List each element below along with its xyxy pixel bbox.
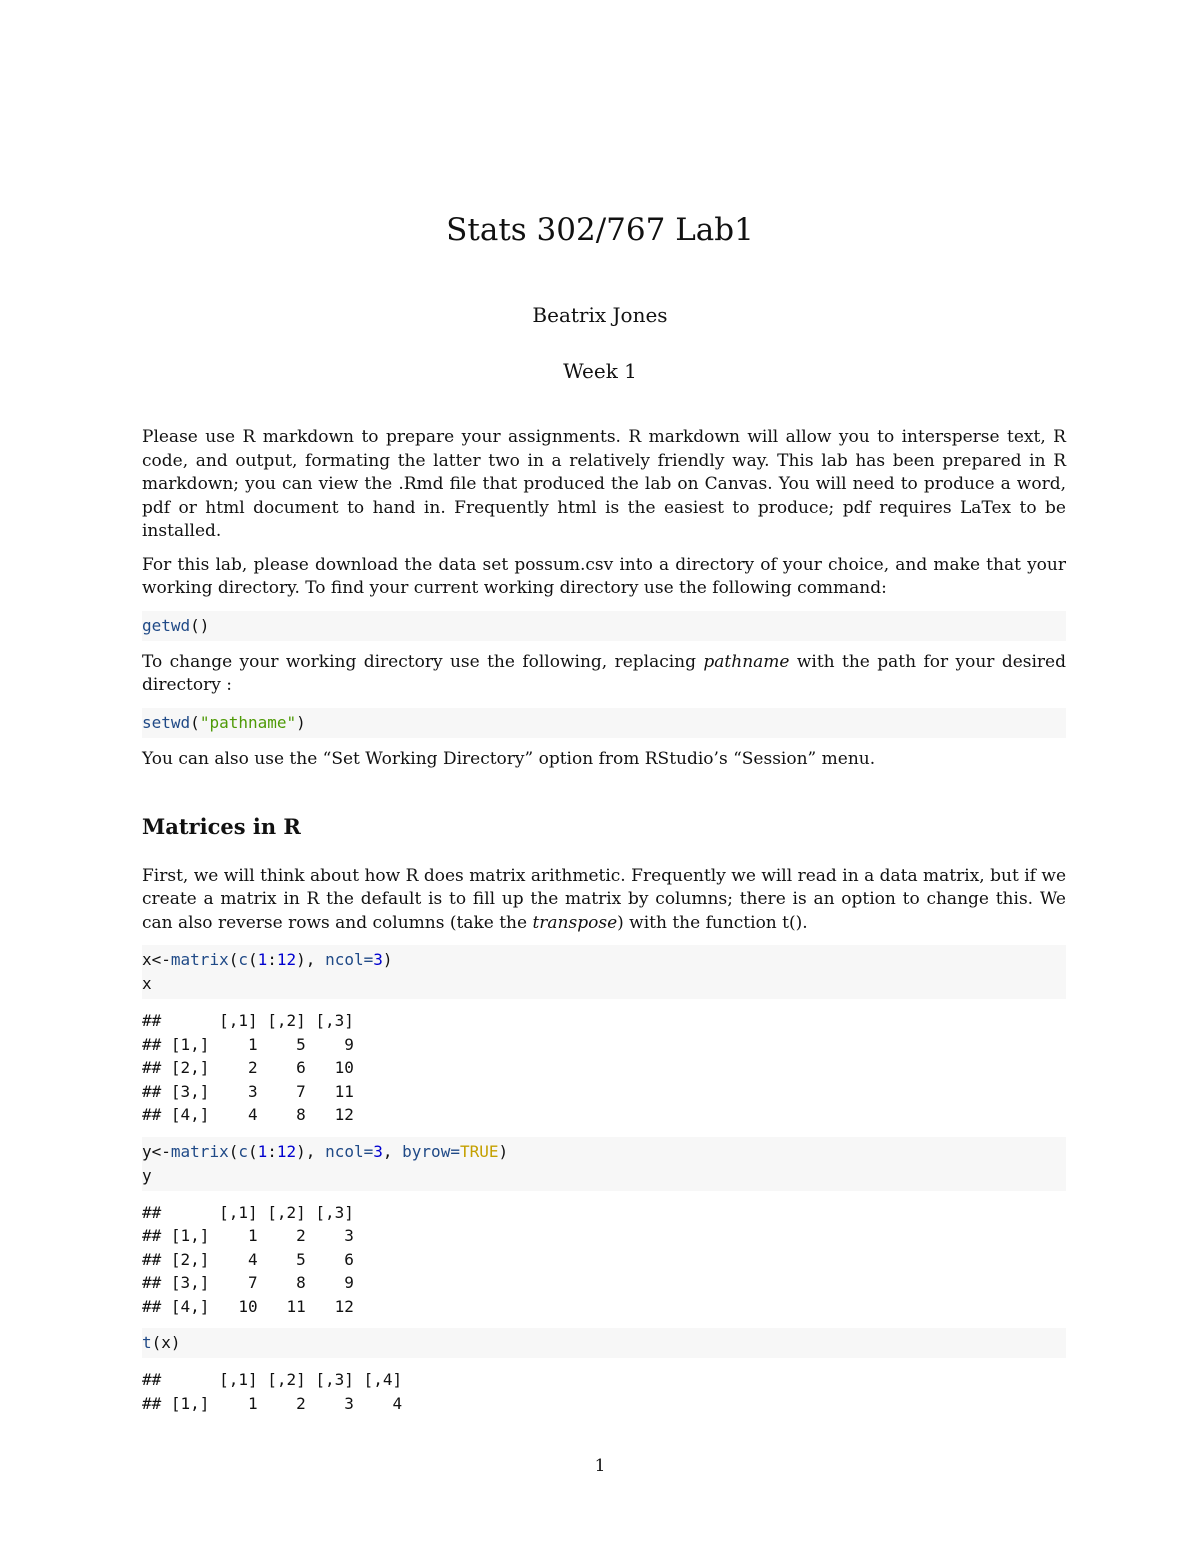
code-text: (	[190, 712, 200, 732]
code-text: (	[247, 950, 258, 969]
document-title: Stats 302/767 Lab1	[446, 212, 754, 248]
code-number: 1	[257, 950, 268, 969]
code-text: (	[247, 1141, 258, 1161]
code-function: getwd	[142, 615, 191, 635]
intro-paragraph-1: Please use R markdown to prepare your assignments. R markdown will allow you to intersperse text, R code, and output, formating the latter two in a relatively friendly way. This lab has been prepared in R markdown; you can view the .Rmd file that produced the lab on Canvas. You will need to produce a word, pdf or html document to hand in. Frequently html is the easiest to produce; pdf requires LaTex to be installed.	[142, 427, 1066, 541]
code-text: )	[498, 1141, 509, 1161]
code-number: 12	[276, 1141, 297, 1161]
code-text: x<-	[142, 950, 171, 969]
code-chunk-getwd	[142, 611, 1066, 641]
paragraph-text: with the path for your desired directory :	[142, 651, 1066, 695]
code-text: :	[267, 950, 277, 969]
code-text: (x)	[151, 1333, 181, 1352]
paragraph-text: First, we will think about how R does matrix arithmetic. Frequently we will read in a data matrix, but if we create a matrix in R the default is to fill up the matrix by columns; there is an option to change this. We can also reverse rows and columns (take the	[142, 865, 1066, 933]
emphasis-pathname: pathname	[703, 651, 790, 672]
document-date: Week 1	[563, 359, 637, 383]
document-body	[142, 426, 1066, 1425]
code-function: matrix	[170, 1141, 229, 1161]
paragraph-text: ) with the function t().	[617, 912, 808, 933]
code-text: ),	[296, 950, 326, 969]
code-function: setwd	[142, 712, 191, 732]
code-boolean: TRUE	[459, 1141, 499, 1161]
code-number: 3	[373, 1141, 383, 1161]
code-number: 3	[373, 950, 383, 969]
code-number: 1	[257, 1141, 268, 1161]
page-number: 1	[594, 1456, 606, 1476]
code-text: y	[142, 1165, 152, 1185]
intro-paragraph-4: You can also use the “Set Working Directory” option from RStudio’s “Session” menu.	[142, 748, 876, 769]
code-argument: ncol=	[325, 1141, 374, 1161]
code-text: ),	[296, 1141, 326, 1161]
code-function: c	[238, 950, 248, 969]
code-text: :	[267, 1141, 277, 1161]
code-output-transpose: ## [,1] [,2] [,3] [,4] ## [1,] 1 2 3 4	[142, 1370, 403, 1413]
code-output-y: ## [,1] [,2] [,3] ## [1,] 1 2 3 ## [2,] 4 5 6 ## [3,] 7 8 9 ## [4,] 10 11 12	[142, 1202, 354, 1316]
section-paragraph-1	[142, 865, 1066, 936]
code-text: x	[142, 974, 152, 993]
code-function: c	[238, 1141, 248, 1161]
code-function: t	[142, 1333, 152, 1352]
document-author: Beatrix Jones	[532, 303, 668, 327]
code-text: ()	[190, 615, 210, 635]
code-chunk-setwd	[142, 708, 1066, 738]
code-string: "pathname"	[199, 712, 297, 732]
section-heading-matrices: Matrices in R	[142, 814, 301, 839]
code-chunk-matrix-y	[142, 1137, 1066, 1191]
code-text: )	[296, 712, 306, 732]
code-text: (	[228, 1141, 239, 1161]
code-text: ,	[382, 1141, 403, 1161]
code-function: matrix	[170, 950, 229, 969]
code-text: (	[228, 950, 239, 969]
code-text: y<-	[142, 1141, 171, 1161]
emphasis-transpose: transpose	[532, 912, 618, 933]
intro-paragraph-3	[142, 651, 1066, 698]
code-chunk-matrix-x	[142, 945, 1066, 999]
paragraph-text: To change your working directory use the following, replacing	[142, 651, 704, 672]
code-chunk-transpose	[142, 1328, 1066, 1358]
code-argument: byrow=	[402, 1141, 460, 1161]
code-output-x: ## [,1] [,2] [,3] ## [1,] 1 5 9 ## [2,] 2 6 10 ## [3,] 3 7 11 ## [4,] 4 8 12	[142, 1011, 354, 1124]
code-number: 12	[276, 950, 297, 969]
intro-paragraph-2: For this lab, please download the data set possum.csv into a directory of your choice, and make that your working directory. To find your current working directory use the following command:	[142, 554, 1066, 598]
code-argument: ncol=	[325, 950, 374, 969]
code-text: )	[382, 950, 393, 969]
